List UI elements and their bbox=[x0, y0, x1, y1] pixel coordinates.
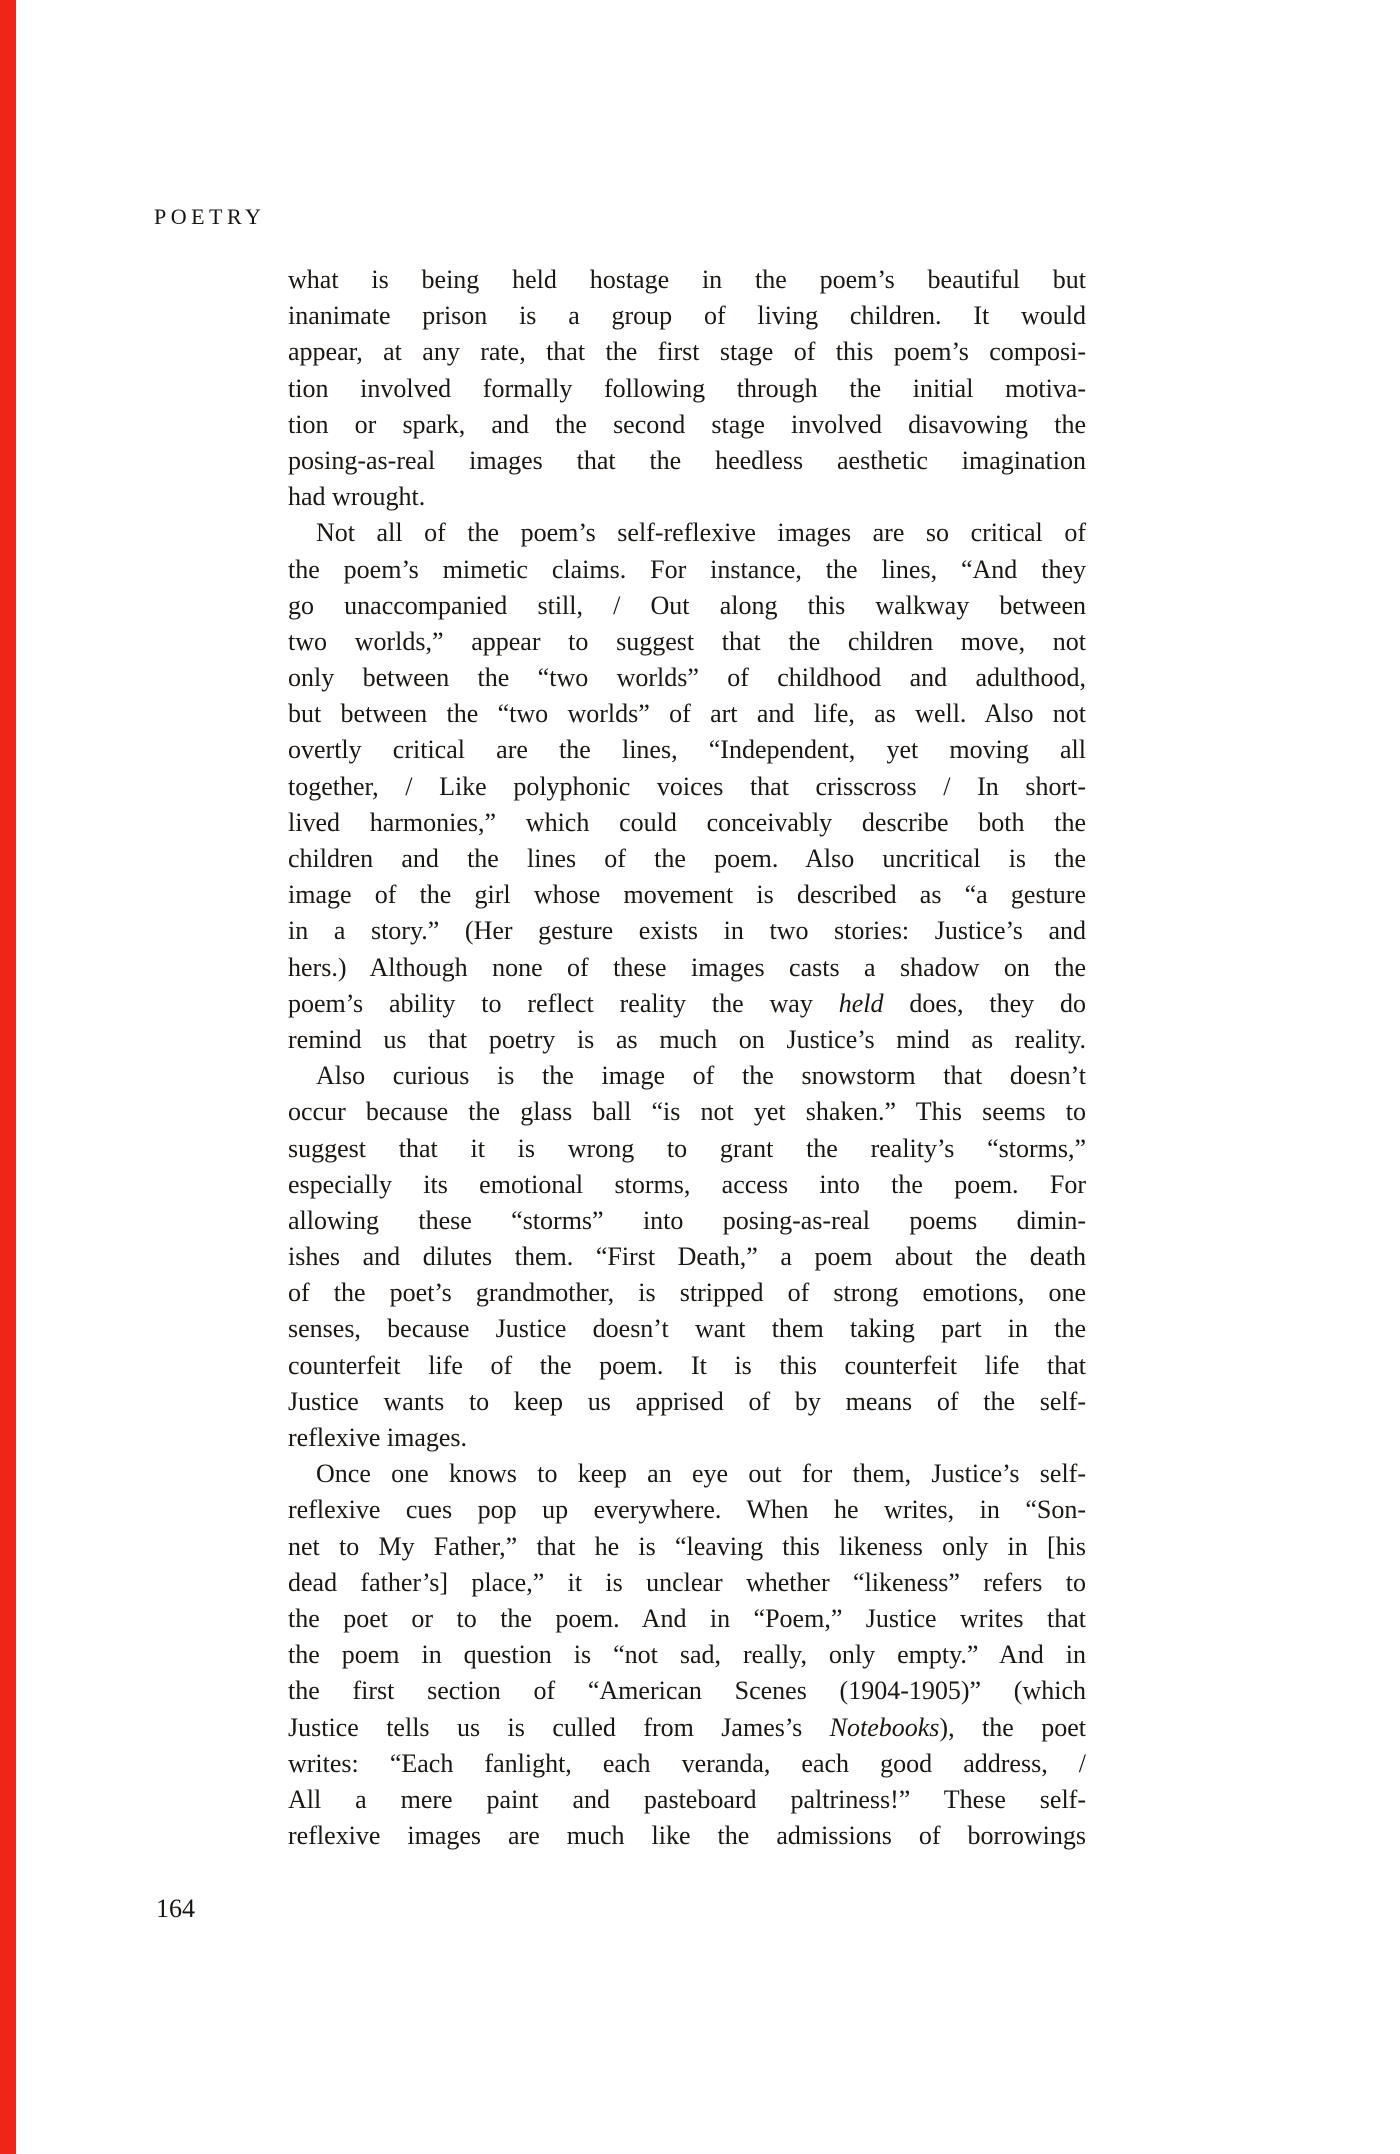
text-line: the poet or to the poem. And in “Poem,” Justice writes that bbox=[288, 1603, 1086, 1633]
text-line: image of the girl whose movement is described as “a gesture bbox=[288, 880, 1086, 910]
text-block bbox=[288, 262, 1086, 1854]
text-line: senses, because Justice doesn’t want them taking part in the bbox=[288, 1314, 1086, 1344]
text-line: two worlds,” appear to suggest that the children move, not bbox=[288, 626, 1086, 656]
text-line: what is being held hostage in the poem’s beautiful but bbox=[288, 265, 1086, 294]
text-line: go unaccompanied still, / Out along this walkway between bbox=[288, 590, 1086, 620]
text-line: occur because the glass ball “is not yet shaken.” This seems to bbox=[288, 1097, 1086, 1127]
text-line: appear, at any rate, that the first stage of this poem’s composi- bbox=[288, 337, 1086, 367]
text-line: All a mere paint and pasteboard paltriness!” These self- bbox=[288, 1784, 1086, 1814]
text-line: reflexive images are much like the admissions of borrowings bbox=[288, 1821, 1086, 1851]
text-line: tion or spark, and the second stage involved disavowing the bbox=[288, 409, 1086, 439]
text-line: reflexive cues pop up everywhere. When he writes, in “Son- bbox=[288, 1495, 1086, 1525]
text-segment: Justice tells us is culled from James’s bbox=[288, 1712, 830, 1742]
text-line: dead father’s] place,” it is unclear whether “likeness” refers to bbox=[288, 1567, 1086, 1597]
text-line: had wrought. bbox=[288, 482, 426, 512]
text-line: lived harmonies,” which could conceivably describe both the bbox=[288, 807, 1086, 837]
text-line: posing-as-real images that the heedless aesthetic imagination bbox=[288, 445, 1086, 475]
text-line bbox=[288, 1710, 1086, 1746]
text-line: the first section of “American Scenes (1904-1905)” (which bbox=[288, 1676, 1086, 1706]
text-line: of the poet’s grandmother, is stripped of strong emotions, one bbox=[288, 1278, 1086, 1308]
text-line: the poem in question is “not sad, really, only empty.” And in bbox=[288, 1640, 1086, 1670]
text-line: counterfeit life of the poem. It is this counterfeit life that bbox=[288, 1350, 1086, 1380]
text-line: allowing these “storms” into posing-as-real poems dimin- bbox=[288, 1205, 1086, 1235]
text-line: Justice wants to keep us apprised of by means of the self- bbox=[288, 1386, 1086, 1416]
text-line: hers.) Although none of these images casts a shadow on the bbox=[288, 952, 1086, 982]
running-header: POETRY bbox=[154, 204, 266, 229]
scan-edge-stripe bbox=[0, 0, 16, 2154]
text-segment: does, they do bbox=[883, 988, 1086, 1018]
text-segment: ), the poet bbox=[939, 1712, 1086, 1742]
text-line: tion involved formally following through the initial motiva- bbox=[288, 373, 1086, 403]
text-line: but between the “two worlds” of art and life, as well. Also not bbox=[288, 699, 1086, 729]
text-line: Once one knows to keep an eye out for them, Justice’s self- bbox=[316, 1459, 1086, 1489]
text-line bbox=[288, 986, 1086, 1022]
text-line: Not all of the poem’s self-reflexive images are so critical of bbox=[316, 518, 1086, 548]
text-line: writes: “Each fanlight, each veranda, each good address, / bbox=[288, 1748, 1086, 1778]
italic-text: Notebooks bbox=[829, 1712, 940, 1742]
text-line: net to My Father,” that he is “leaving this likeness only in [his bbox=[288, 1531, 1086, 1561]
text-line: children and the lines of the poem. Also uncritical is the bbox=[288, 844, 1086, 873]
text-line: inanimate prison is a group of living children. It would bbox=[288, 301, 1086, 331]
text-line: Also curious is the image of the snowstorm that doesn’t bbox=[316, 1061, 1086, 1091]
text-line: suggest that it is wrong to grant the reality’s “storms,” bbox=[288, 1133, 1086, 1163]
text-line: only between the “two worlds” of childhood and adulthood, bbox=[288, 663, 1086, 693]
text-line: in a story.” (Her gesture exists in two stories: Justice’s and bbox=[288, 916, 1086, 946]
text-line: the poem’s mimetic claims. For instance, the lines, “And they bbox=[288, 554, 1086, 584]
text-line: especially its emotional storms, access into the poem. For bbox=[288, 1169, 1086, 1199]
text-line: remind us that poetry is as much on Justice’s mind as reality. bbox=[288, 1024, 1086, 1054]
text-line: reflexive images. bbox=[288, 1423, 468, 1452]
text-line: overtly critical are the lines, “Independent, yet moving all bbox=[288, 735, 1086, 765]
page-number: 164 bbox=[156, 1894, 195, 1923]
text-line: ishes and dilutes them. “First Death,” a poem about the death bbox=[288, 1242, 1086, 1272]
text-line: together, / Like polyphonic voices that crisscross / In short- bbox=[288, 771, 1086, 801]
text-segment: poem’s ability to reflect reality the way bbox=[288, 988, 839, 1018]
italic-text: held bbox=[838, 988, 884, 1018]
